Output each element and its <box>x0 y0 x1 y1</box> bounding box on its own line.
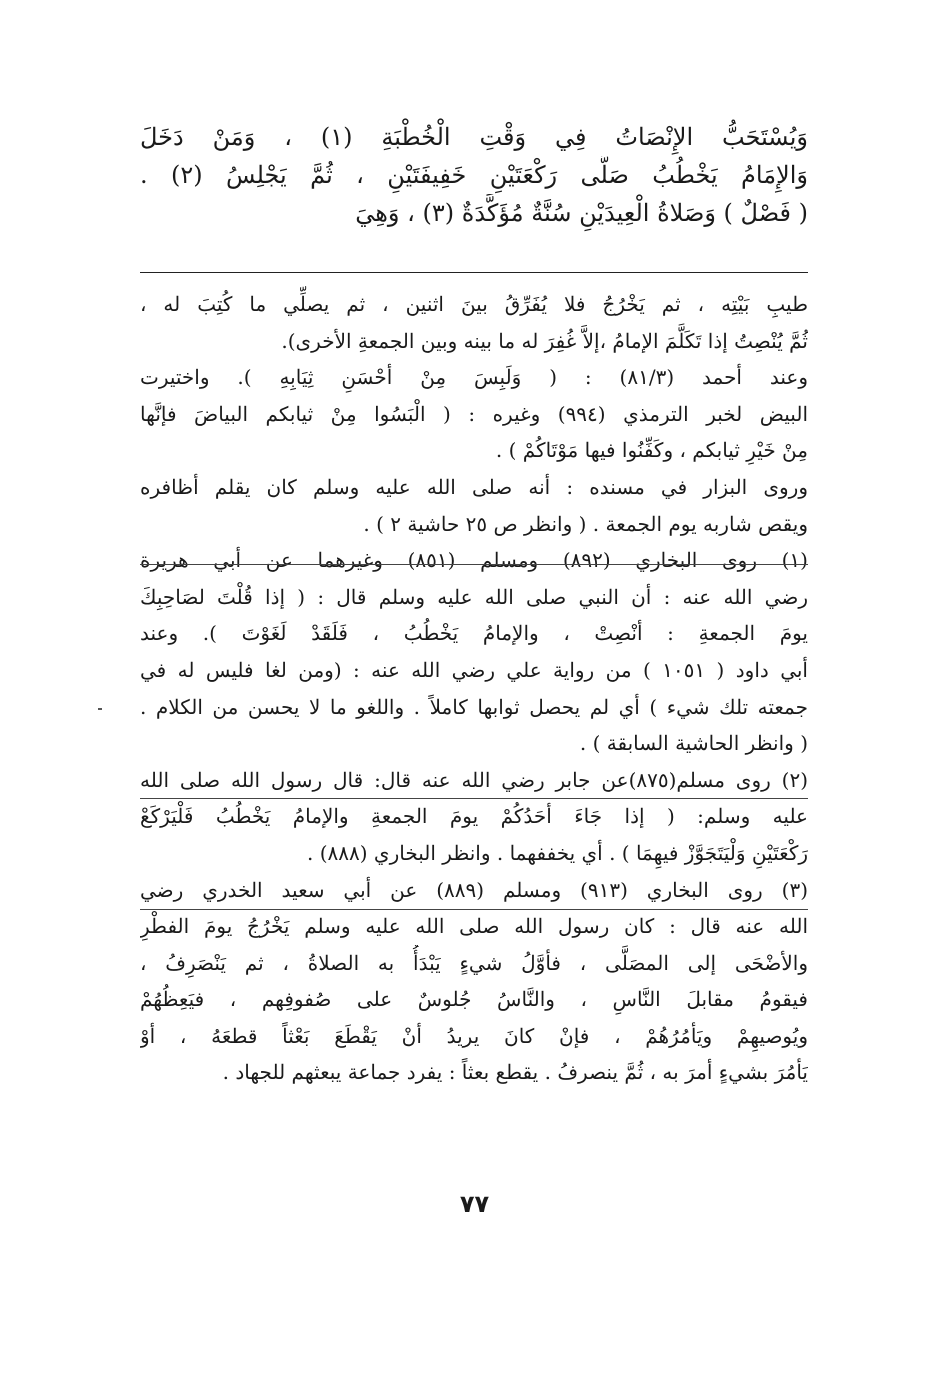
footnote-line: وروى البزار في مسنده : أنه صلى الله عليه وسلم كان يقلم أظافره <box>140 474 808 499</box>
footnote-line: والأضْحَى إلى المصَلَّى ، فأوَّلُ شيءٍ يَبْدَأُ به الصلاةُ ، ثم يَنْصَرِفُ ، <box>140 950 808 975</box>
footnote-line: ويُوصيهِمْ ويَأمُرُهُمْ ، فإنْ كانَ يريدُ أنْ يَقْطَعَ بَعْثاً قطعَهُ ، أوْ <box>140 1023 808 1048</box>
scan-speck <box>98 708 102 710</box>
footnotes-section <box>140 286 808 1091</box>
footnote-line: مِنْ خَيْرِ ثيابكم ، وكَفِّنُوا فيها مَوْتَاكُمْ ) . <box>495 438 808 463</box>
footnote-line: أبي داود ( ١٠٥١ ) من رواية علي رضي الله عنه : (ومن لغا فليس له في <box>140 657 808 682</box>
footnote-line: عليه وسلم: ( إذا جَاءَ أحَدُكُمْ يومَ الجمعةِ والإمامُ يَخْطُبُ فَلْيَرْكَعْ <box>140 804 808 829</box>
footnote-line: البيض لخبر الترمذي (٩٩٤) وغيره : ( الْبَسُوا مِنْ ثيابكم البياضَ فإنَّها <box>140 401 808 426</box>
footnote-line: فيقومُ مقابلَ النَّاسِ ، والنَّاسُ جُلوسٌ على صُفوفِهم ، فيَعِظُهُمْ <box>140 987 808 1012</box>
footnote-line: ثُمَّ يُنْصِتُ إذا تَكَلَّمَ الإمامُ ،إلاَّ غُفِرَ له ما بينه وبين الجمعةِ الأخرى). <box>281 328 808 353</box>
footnote-line: (٢) روى مسلم(٨٧٥)عن جابر رضي الله عنه قال: قال رسول الله صلى الله <box>140 767 808 792</box>
footnote-divider <box>140 798 808 799</box>
footnote-divider <box>140 909 808 910</box>
footnote-line: طيبِ بَيْتِه ، ثم يَخْرُجُ فلا يُفَرِّقُ بينَ اثنين ، ثم يصلِّي ما كُتِبَ له ، <box>140 292 808 316</box>
main-line: وَالإِمَامُ يَخْطُبُ صَلَّى رَكْعَتَيْنِ خَفِيفَتَيْنِ ، ثُمَّ يَجْلِسُ (٢) . <box>140 161 808 189</box>
footnote-line: ويقص شاربه يوم الجمعة . ( وانظر ص ٢٥ حاشية ٢ ) . <box>363 511 808 536</box>
footnote-line: ( وانظر الحاشية السابقة ) . <box>579 731 808 756</box>
footnote-line: يَأمُرَ بشيءٍ أمرَ به ، ثُمَّ ينصرفُ . يقطع بعثاً : يفرد جماعة يبعثهم للجهاد . <box>222 1060 808 1085</box>
footnote-line: الله عنه قال : كان رسول الله صلى الله عليه وسلم يَخْرُجُ يومَ الفطْرِ <box>140 914 808 939</box>
footnote-line: وعند أحمد (٨١/٣) : ( وَلَبِسَ مِنْ أحْسَنِ ثِيَابِهِ ). واختيرت <box>140 365 808 390</box>
footnote-line: يومَ الجمعةِ : أنْصِتْ ، والإمامُ يَخْطُبُ ، فَلَقَدْ لَغَوْتَ ). وعند <box>140 621 808 646</box>
footnote-line: رَكْعَتَيْنِ وَلْيَتَجَوَّزْ فيهِمَا ) . أي يخففهما . وانظر البخاري (٨٨٨) . <box>307 840 808 865</box>
main-text <box>140 118 808 232</box>
main-line: ( فَصْلٌ ) وَصَلاةُ الْعِيدَيْنِ سُنَّةٌ مُؤَكَّدَةٌ (٣) ، وَهِيَ <box>355 199 808 227</box>
page-number: ٧٧ <box>459 1190 490 1218</box>
footnote-divider <box>140 564 808 565</box>
footnote-line: (٣) روى البخاري (٩١٣) ومسلم (٨٨٩) عن أبي سعيد الخدري رضي <box>140 877 808 902</box>
footnote-line: رضي الله عنه : أن النبي صلى الله عليه وسلم قال : ( إذا قُلْتَ لصَاحِبِكَ <box>140 584 808 609</box>
footnote-line: جمعته تلك شيء ) أي لم يحصل ثوابها كاملاً . واللغو ما لا يحسن من الكلام . <box>140 694 808 719</box>
footnote-line: (١) روى البخاري (٨٩٢) ومسلم (٨٥١) وغيرهما عن أبي هريرة <box>140 548 808 573</box>
footnote-separator-rule <box>140 272 808 273</box>
main-line: وَيُسْتَحَبُّ الإِنْصَاتُ فِي وَقْتِ الْخُطْبَةِ (١) ، وَمَنْ دَخَلَ <box>140 123 808 151</box>
